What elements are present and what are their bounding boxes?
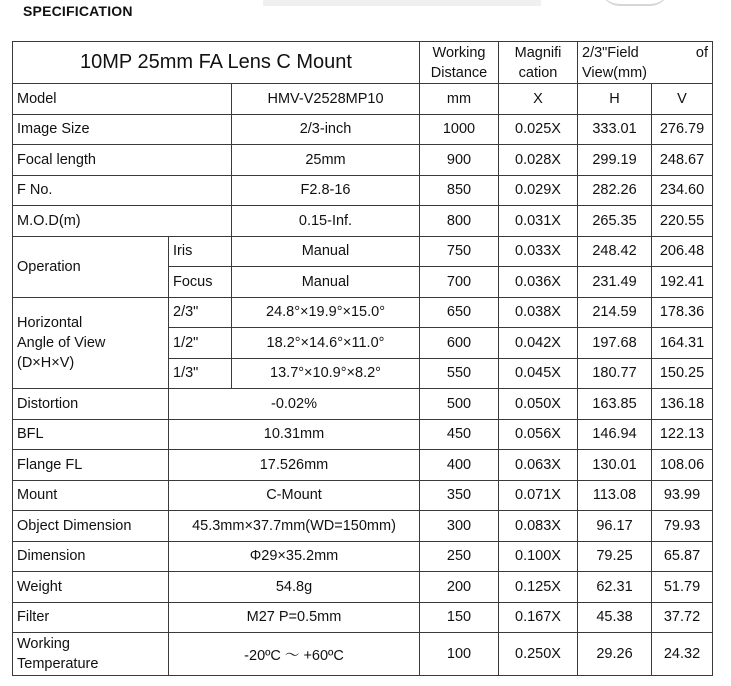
v-cell: 150.25 [652, 358, 713, 389]
h-cell: 113.08 [578, 480, 652, 511]
focus-label: Focus [169, 267, 232, 298]
table-row [13, 206, 713, 237]
wd-cell: 600 [420, 328, 499, 359]
v-cell: 276.79 [652, 114, 713, 145]
wd-cell: 150 [420, 602, 499, 633]
wd-cell: 250 [420, 541, 499, 572]
v-cell: 51.79 [652, 572, 713, 603]
table-row [13, 572, 713, 603]
h-cell: 299.19 [578, 145, 652, 176]
wd-cell: 1000 [420, 114, 499, 145]
spec-value: M27 P=0.5mm [169, 602, 420, 633]
table-row [13, 114, 713, 145]
spec-label: F No. [13, 175, 232, 206]
v-cell: 192.41 [652, 267, 713, 298]
h-cell: 333.01 [578, 114, 652, 145]
model-value: HMV-V2528MP10 [232, 84, 420, 115]
spec-label: BFL [13, 419, 169, 450]
h-unit: H [578, 84, 652, 115]
table-row [13, 602, 713, 633]
mag-unit: X [499, 84, 578, 115]
mag-cell: 0.125X [499, 572, 578, 603]
iris-value: Manual [232, 236, 420, 267]
spec-label: Filter [13, 602, 169, 633]
table-row [13, 633, 713, 676]
wd-cell: 300 [420, 511, 499, 542]
field-of-view-header: 2/3"Field of View(mm) [578, 42, 713, 84]
spec-value: 25mm [232, 145, 420, 176]
sensor-size-label: 1/2" [169, 328, 232, 359]
spec-label: Mount [13, 480, 169, 511]
spec-label: M.O.D(m) [13, 206, 232, 237]
table-row [13, 511, 713, 542]
spec-label: Image Size [13, 114, 232, 145]
mag-cell: 0.042X [499, 328, 578, 359]
spec-label: Weight [13, 572, 169, 603]
spec-value: 10.31mm [169, 419, 420, 450]
spec-label: Distortion [13, 389, 169, 420]
table-row [13, 419, 713, 450]
mag-cell: 0.167X [499, 602, 578, 633]
mag-cell: 0.025X [499, 114, 578, 145]
sensor-size-label: 1/3" [169, 358, 232, 389]
mag-cell: 0.056X [499, 419, 578, 450]
table-row [13, 541, 713, 572]
spec-label: Object Dimension [13, 511, 169, 542]
spec-value: -20ºC ～ +60ºC [169, 633, 420, 676]
operation-label: Operation [13, 236, 169, 297]
h-cell: 231.49 [578, 267, 652, 298]
spec-value: -0.02% [169, 389, 420, 420]
wd-cell: 900 [420, 145, 499, 176]
table-row [13, 297, 713, 328]
table-row [13, 480, 713, 511]
wd-cell: 200 [420, 572, 499, 603]
h-cell: 146.94 [578, 419, 652, 450]
mag-cell: 0.038X [499, 297, 578, 328]
wd-cell: 850 [420, 175, 499, 206]
h-cell: 45.38 [578, 602, 652, 633]
section-heading: SPECIFICATION [23, 3, 133, 19]
specification-table [12, 41, 713, 676]
h-cell: 130.01 [578, 450, 652, 481]
focus-value: Manual [232, 267, 420, 298]
v-cell: 234.60 [652, 175, 713, 206]
wd-cell: 700 [420, 267, 499, 298]
header-row [13, 42, 713, 84]
mag-cell: 0.100X [499, 541, 578, 572]
angle-of-view-label: Horizontal Angle of View (D×H×V) [13, 297, 169, 389]
iris-label: Iris [169, 236, 232, 267]
spec-value: 45.3mm×37.7mm(WD=150mm) [169, 511, 420, 542]
mag-cell: 0.250X [499, 633, 578, 676]
v-cell: 122.13 [652, 419, 713, 450]
v-cell: 93.99 [652, 480, 713, 511]
spec-value: Φ29×35.2mm [169, 541, 420, 572]
table-row [13, 236, 713, 267]
angle-value: 18.2°×14.6°×11.0° [232, 328, 420, 359]
working-distance-header: Working Distance [420, 42, 499, 84]
spec-label: Flange FL [13, 450, 169, 481]
v-cell: 206.48 [652, 236, 713, 267]
v-unit: V [652, 84, 713, 115]
mag-cell: 0.033X [499, 236, 578, 267]
wd-cell: 450 [420, 419, 499, 450]
wd-cell: 400 [420, 450, 499, 481]
magnification-header: Magnifi cation [499, 42, 578, 84]
h-cell: 214.59 [578, 297, 652, 328]
v-cell: 24.32 [652, 633, 713, 676]
mag-cell: 0.029X [499, 175, 578, 206]
wd-cell: 800 [420, 206, 499, 237]
v-cell: 164.31 [652, 328, 713, 359]
mag-cell: 0.050X [499, 389, 578, 420]
angle-value: 13.7°×10.9°×8.2° [232, 358, 420, 389]
angle-value: 24.8°×19.9°×15.0° [232, 297, 420, 328]
h-cell: 282.26 [578, 175, 652, 206]
v-cell: 65.87 [652, 541, 713, 572]
h-cell: 79.25 [578, 541, 652, 572]
h-cell: 248.42 [578, 236, 652, 267]
mag-cell: 0.083X [499, 511, 578, 542]
decorative-arc [600, 0, 670, 6]
spec-value: 17.526mm [169, 450, 420, 481]
h-cell: 96.17 [578, 511, 652, 542]
wd-cell: 750 [420, 236, 499, 267]
mag-cell: 0.028X [499, 145, 578, 176]
spec-value: 2/3-inch [232, 114, 420, 145]
table-row [13, 450, 713, 481]
v-cell: 178.36 [652, 297, 713, 328]
table-row [13, 389, 713, 420]
h-cell: 180.77 [578, 358, 652, 389]
spec-label: Dimension [13, 541, 169, 572]
h-cell: 163.85 [578, 389, 652, 420]
spec-value: 0.15-Inf. [232, 206, 420, 237]
wd-cell: 350 [420, 480, 499, 511]
table-row [13, 175, 713, 206]
spec-value: C-Mount [169, 480, 420, 511]
table-row [13, 145, 713, 176]
h-cell: 29.26 [578, 633, 652, 676]
spec-value: F2.8-16 [232, 175, 420, 206]
wd-unit: mm [420, 84, 499, 115]
v-cell: 136.18 [652, 389, 713, 420]
product-title: 10MP 25mm FA Lens C Mount [13, 42, 420, 84]
model-label: Model [13, 84, 232, 115]
spec-value: 54.8g [169, 572, 420, 603]
wd-cell: 650 [420, 297, 499, 328]
top-banner-strip [263, 0, 541, 6]
unit-row [13, 84, 713, 115]
v-cell: 37.72 [652, 602, 713, 633]
v-cell: 108.06 [652, 450, 713, 481]
mag-cell: 0.063X [499, 450, 578, 481]
v-cell: 79.93 [652, 511, 713, 542]
h-cell: 62.31 [578, 572, 652, 603]
v-cell: 248.67 [652, 145, 713, 176]
wd-cell: 100 [420, 633, 499, 676]
spec-label: Focal length [13, 145, 232, 176]
h-cell: 197.68 [578, 328, 652, 359]
wd-cell: 550 [420, 358, 499, 389]
mag-cell: 0.031X [499, 206, 578, 237]
spec-label: Working Temperature [13, 633, 169, 676]
v-cell: 220.55 [652, 206, 713, 237]
mag-cell: 0.071X [499, 480, 578, 511]
wd-cell: 500 [420, 389, 499, 420]
mag-cell: 0.036X [499, 267, 578, 298]
sensor-size-label: 2/3" [169, 297, 232, 328]
h-cell: 265.35 [578, 206, 652, 237]
mag-cell: 0.045X [499, 358, 578, 389]
